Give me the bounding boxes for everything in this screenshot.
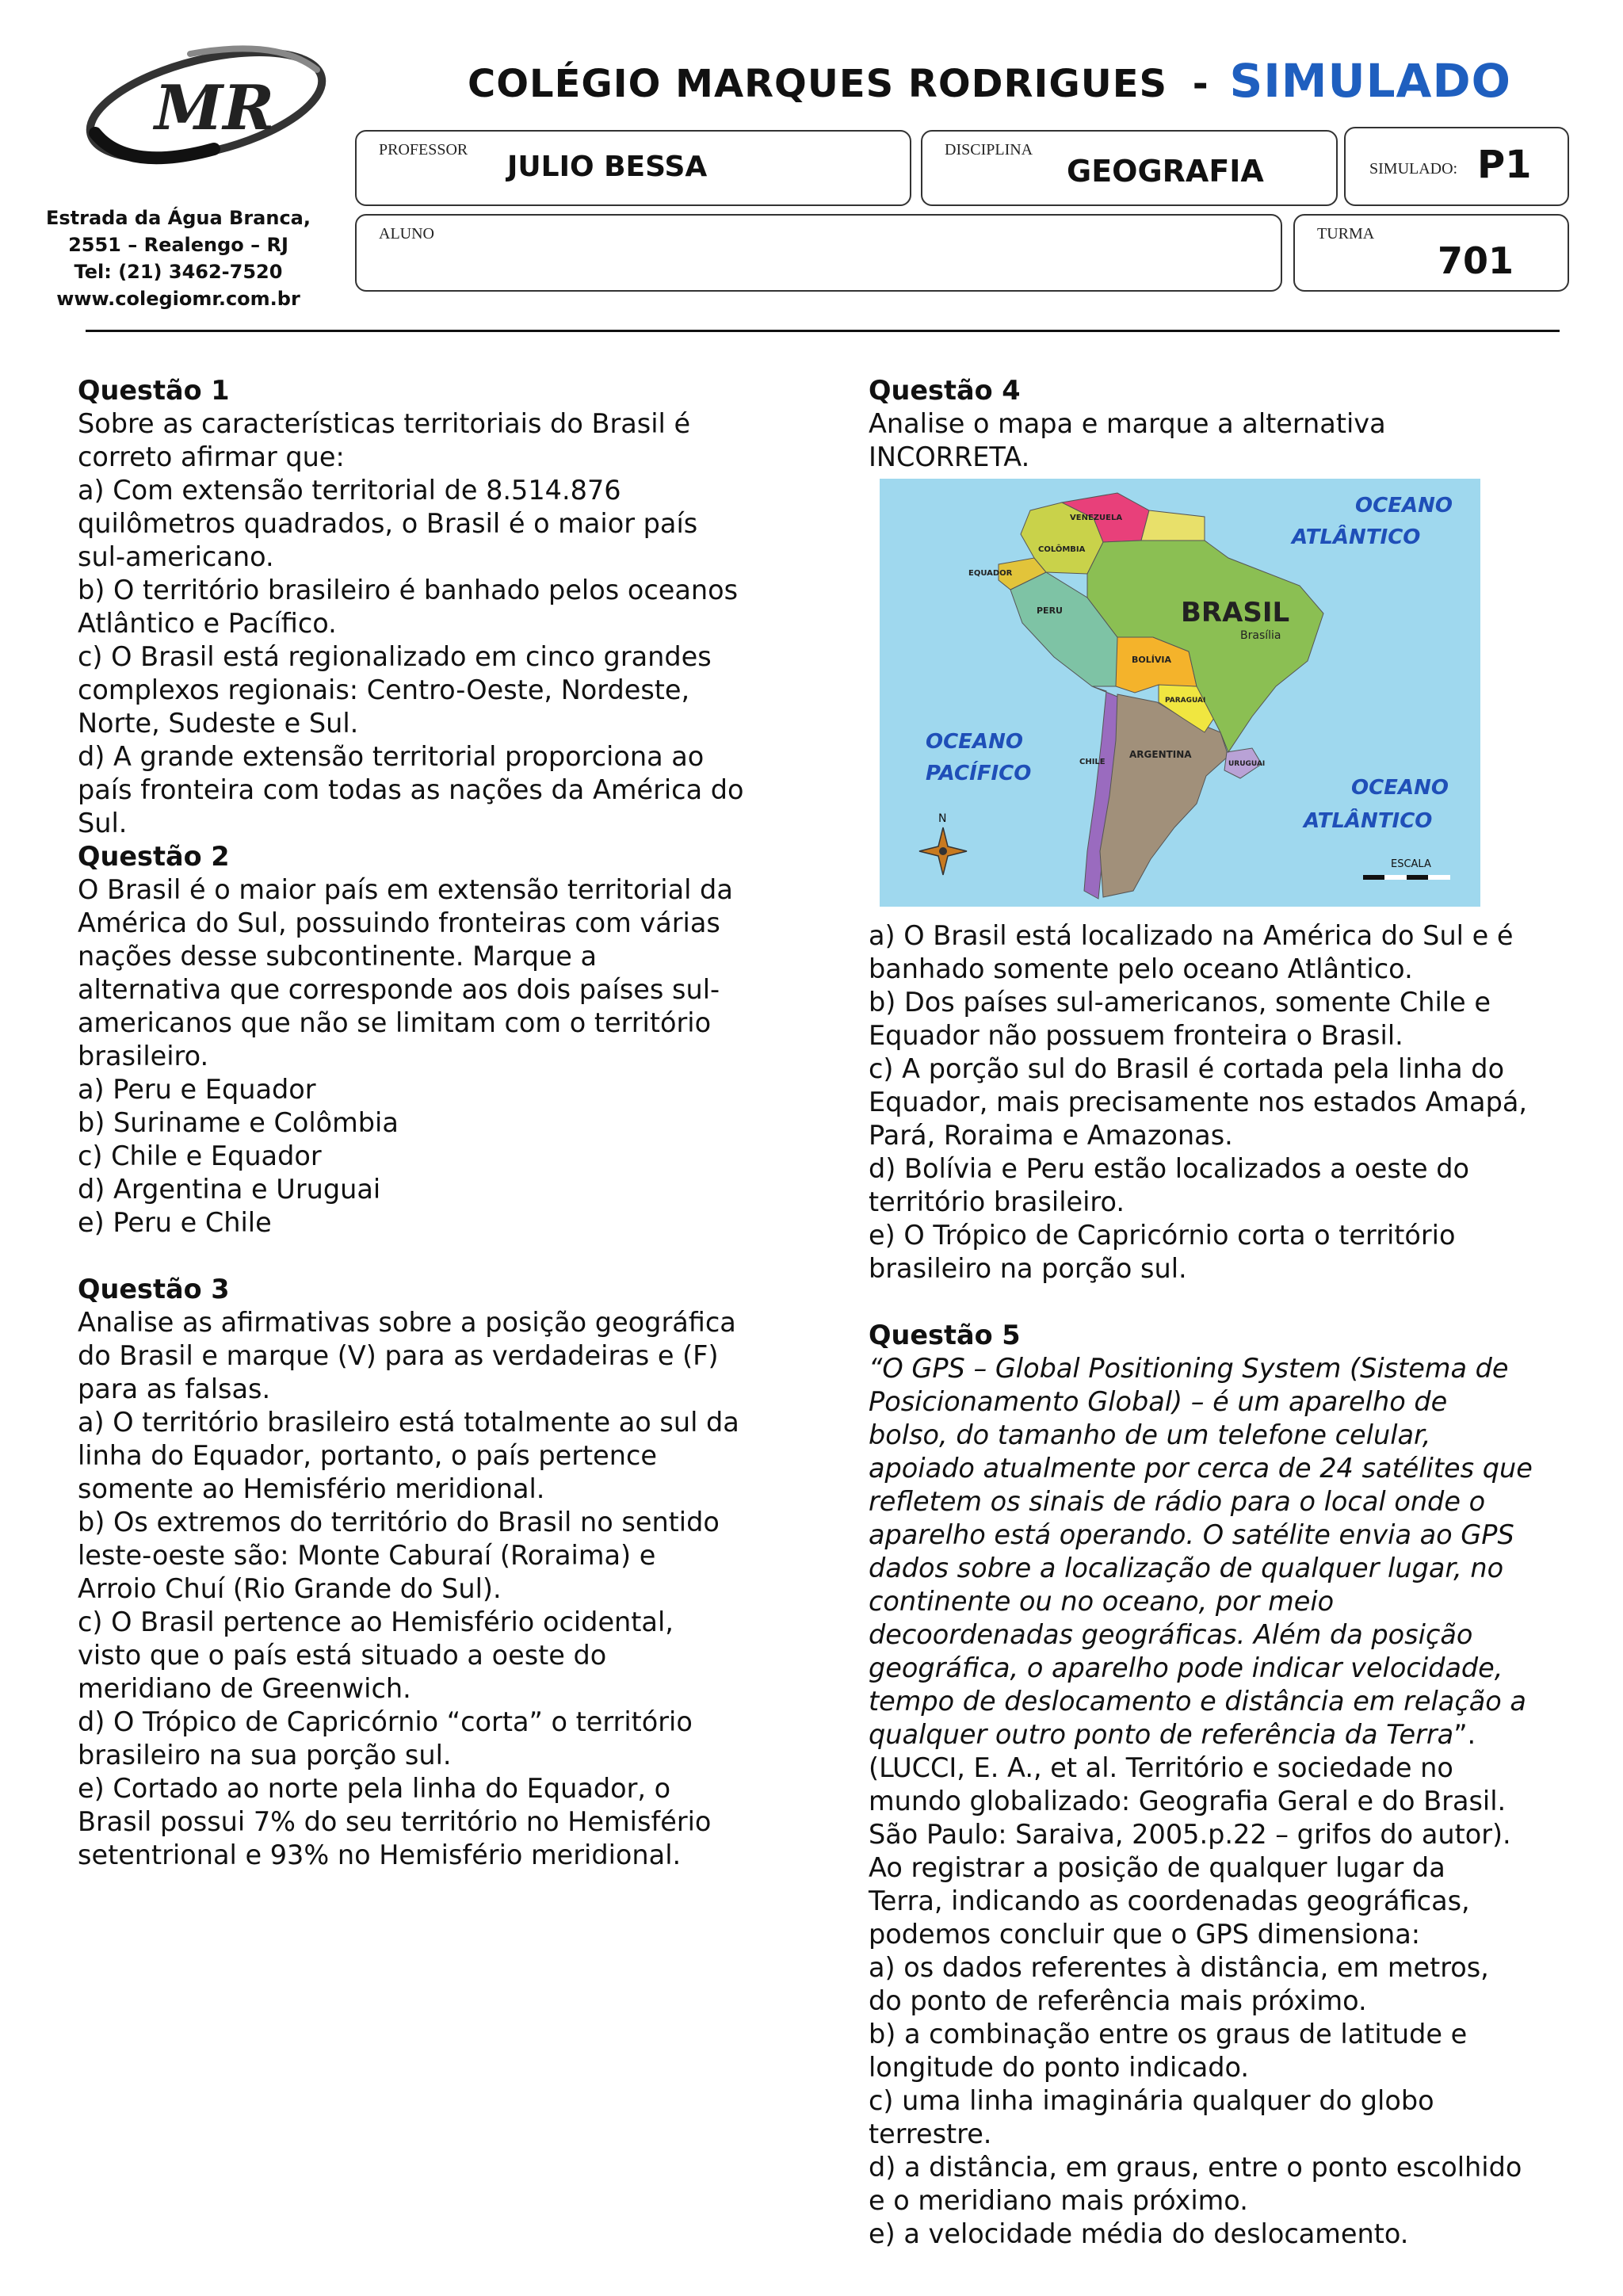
quote-line: “O GPS – Global Positioning System (Sistema de (869, 1353, 1509, 1384)
quote-line: tempo de deslocamento e distância em relação a (869, 1686, 1526, 1717)
country-label-peru: PERU (1037, 606, 1063, 616)
exam-type: SIMULADO (1229, 54, 1511, 108)
school-name: COLÉGIO MARQUES RODRIGUES (468, 62, 1168, 106)
simulado-value: P1 (1477, 143, 1532, 187)
text-line: terrestre. (869, 2118, 992, 2149)
text-line: americanos que não se limitam com o território (78, 1007, 712, 1038)
country-label-colombia: COLÔMBIA (1038, 545, 1086, 554)
text-line: e) O Trópico de Capricórnio corta o território (869, 1220, 1456, 1251)
text-line: e) Peru e Chile (78, 1207, 272, 1238)
text-line: d) Bolívia e Peru estão localizados a oeste do (869, 1153, 1470, 1184)
text-line: alternativa que corresponde aos dois países sul- (78, 974, 720, 1005)
quote-line: qualquer outro ponto de referência da Terra (869, 1719, 1454, 1750)
text-line: nações desse subcontinente. Marque a (78, 941, 597, 972)
question-5-title: Questão 5 (869, 1320, 1021, 1350)
quote-line: refletem os sinais de rádio para o local onde o (869, 1486, 1486, 1517)
header-divider (86, 330, 1560, 332)
quote-end: ”. (1453, 1719, 1476, 1750)
text-line: b) Os extremos do território do Brasil no sentido (78, 1507, 720, 1538)
professor-label: PROFESSOR (379, 141, 468, 159)
south-america-map (880, 479, 1480, 907)
spacer (78, 1240, 791, 1273)
spacer (869, 1286, 1598, 1319)
text-line: território brasileiro. (869, 1186, 1125, 1217)
turma-label: TURMA (1317, 225, 1375, 243)
text-line: c) O Brasil está regionalizado em cinco grandes (78, 641, 712, 672)
question-3-title: Questão 3 (78, 1274, 230, 1305)
text-line: (LUCCI, E. A., et al. Território e sociedade no (869, 1752, 1453, 1783)
ocean-label: OCEANO (1355, 494, 1453, 518)
ocean-label: PACÍFICO (926, 762, 1032, 785)
country-label-equador: EQUADOR (968, 569, 1013, 578)
text-line: do Brasil e marque (V) para as verdadeiras e (F) (78, 1340, 719, 1371)
text-line: Terra, indicando as coordenadas geográficas, (869, 1885, 1470, 1916)
text-line: América do Sul, possuindo fronteiras com várias (78, 907, 720, 938)
school-address (32, 204, 325, 312)
text-line: longitude do ponto indicado. (869, 2052, 1250, 2083)
text-line: quilômetros quadrados, o Brasil é o maior país (78, 508, 698, 539)
text-line: b) a combinação entre os graus de latitude e (869, 2019, 1468, 2050)
text-line: a) O território brasileiro está totalmente ao sul da (78, 1407, 739, 1438)
text-line: país fronteira com todas as nações da América do (78, 774, 744, 805)
text-line: c) A porção sul do Brasil é cortada pela linha do (869, 1053, 1505, 1084)
left-column (78, 374, 791, 1872)
address-line: Tel: (21) 3462-7520 (74, 261, 283, 283)
text-line: c) Chile e Equador (78, 1140, 322, 1171)
text-line: do ponto de referência mais próximo. (869, 1985, 1367, 2016)
text-line: O Brasil é o maior país em extensão territorial da (78, 874, 733, 905)
text-line: Brasil possui 7% do seu território no Hemisfério (78, 1806, 712, 1837)
question-5-body (869, 1752, 1598, 2251)
text-line: setentrional e 93% no Hemisfério meridional. (78, 1839, 682, 1870)
quote-line: apoiado atualmente por cerca de 24 satélites que (869, 1453, 1533, 1484)
scale-label: ESCALA (1391, 858, 1431, 870)
text-line: brasileiro na sua porção sul. (78, 1740, 452, 1771)
text-line: d) A grande extensão territorial proporciona ao (78, 741, 705, 772)
question-1-title: Questão 1 (78, 375, 230, 406)
question-3-body (78, 1306, 791, 1872)
text-line: complexos regionais: Centro-Oeste, Nordeste, (78, 674, 690, 705)
address-line: Estrada da Água Branca, (46, 207, 311, 229)
text-line: a) Peru e Equador (78, 1074, 316, 1105)
text-line: mundo globalizado: Geografia Geral e do Brasil. (869, 1786, 1507, 1817)
text-line: c) O Brasil pertence ao Hemisfério ocidental, (78, 1606, 674, 1637)
text-line: Pará, Roraima e Amazonas. (869, 1120, 1233, 1151)
text-line: somente ao Hemisfério meridional. (78, 1473, 545, 1504)
text-line: d) Argentina e Uruguai (78, 1174, 381, 1205)
text-line: Equador, mais precisamente nos estados Amapá, (869, 1087, 1528, 1117)
text-line: Analise as afirmativas sobre a posição geográfica (78, 1307, 736, 1338)
quote-line: continente ou no oceano, por meio (869, 1586, 1335, 1617)
ocean-label: OCEANO (1351, 776, 1449, 800)
ocean-label: ATLÂNTICO (1292, 525, 1421, 549)
quote-line: Posicionamento Global) – é um aparelho de (869, 1386, 1448, 1417)
professor-box (355, 130, 911, 206)
quote-line: bolso, do tamanho de um telefone celular, (869, 1419, 1431, 1450)
text-line: INCORRETA. (869, 441, 1030, 472)
country-label-bolivia: BOLÍVIA (1132, 655, 1171, 665)
title-separator: - (1192, 62, 1209, 106)
text-line: Sul. (78, 808, 128, 839)
text-line: linha do Equador, portanto, o país pertence (78, 1440, 658, 1471)
text-line: d) a distância, em graus, entre o ponto escolhido (869, 2152, 1522, 2183)
text-line: e) a velocidade média do deslocamento. (869, 2218, 1409, 2249)
text-line: Arroio Chuí (Rio Grande do Sul). (78, 1573, 502, 1604)
disciplina-value: GEOGRAFIA (1067, 154, 1264, 189)
quote-line: aparelho está operando. O satélite envia ao GPS (869, 1519, 1514, 1550)
text-line: Atlântico e Pacífico. (78, 608, 337, 639)
question-4-header (869, 374, 1598, 474)
logo-text: MR (155, 72, 275, 144)
text-line: Sobre as características territoriais do Brasil é (78, 408, 691, 439)
text-line: visto que o país está situado a oeste do (78, 1640, 607, 1671)
country-label-paraguai: PARAGUAI (1165, 697, 1206, 705)
disciplina-box (921, 130, 1338, 206)
text-line: brasileiro na porção sul. (869, 1253, 1187, 1284)
right-column (869, 919, 1598, 2251)
turma-value: 701 (1438, 239, 1514, 282)
country-label-chile: CHILE (1079, 758, 1106, 766)
text-line: Equador não possuem fronteira o Brasil. (869, 1020, 1403, 1051)
text-line: leste-oeste são: Monte Caburaí (Roraima) e (78, 1540, 656, 1571)
simulado-label: SIMULADO: (1369, 160, 1458, 178)
text-line: meridiano de Greenwich. (78, 1673, 411, 1704)
text-line: São Paulo: Saraiva, 2005.p.22 – grifos do autor). (869, 1819, 1511, 1850)
text-line: e o meridiano mais próximo. (869, 2185, 1248, 2216)
address-line: www.colegiomr.com.br (56, 288, 300, 310)
aluno-box[interactable] (355, 214, 1282, 292)
text-line: a) Com extensão territorial de 8.514.876 (78, 475, 621, 506)
aluno-label: ALUNO (379, 225, 434, 243)
turma-box (1293, 214, 1569, 292)
text-line: b) O território brasileiro é banhado pelos oceanos (78, 575, 739, 606)
question-2-body (78, 873, 791, 1240)
text-line: a) os dados referentes à distância, em metros, (869, 1952, 1489, 1983)
text-line: b) Dos países sul-americanos, somente Chile e (869, 987, 1491, 1018)
question-1-body (78, 407, 791, 840)
question-2-title: Questão 2 (78, 841, 230, 872)
text-line: c) uma linha imaginária qualquer do globo (869, 2085, 1434, 2116)
quote-line: decoordenadas geográficas. Além da posição (869, 1619, 1473, 1650)
text-line: Analise o mapa e marque a alternativa (869, 408, 1386, 439)
ocean-label: ATLÂNTICO (1304, 809, 1433, 833)
text-line: brasileiro. (78, 1041, 209, 1072)
country-label-uruguai: URUGUAI (1228, 760, 1266, 768)
school-logo (79, 38, 333, 173)
text-line: podemos concluir que o GPS dimensiona: (869, 1919, 1421, 1950)
question-4-options (869, 919, 1598, 1286)
text-line: d) O Trópico de Capricórnio “corta” o território (78, 1706, 693, 1737)
text-line: banhado somente pelo oceano Atlântico. (869, 953, 1413, 984)
text-line: Norte, Sudeste e Sul. (78, 708, 359, 739)
address-line: 2551 – Realengo – RJ (68, 234, 288, 256)
city-label-brasilia: Brasília (1240, 629, 1281, 642)
disciplina-label: DISCIPLINA (945, 141, 1033, 159)
ocean-label: OCEANO (926, 730, 1023, 754)
scale-bar (1363, 875, 1450, 880)
quote-line: dados sobre a localização de qualquer lugar, no (869, 1553, 1504, 1584)
simulado-box (1344, 127, 1569, 206)
text-line: para as falsas. (78, 1373, 271, 1404)
text-line: correto afirmar que: (78, 441, 345, 472)
text-line: b) Suriname e Colômbia (78, 1107, 399, 1138)
question-5-quote (869, 1352, 1598, 1752)
country-label-venezuela: VENEZUELA (1070, 514, 1123, 522)
text-line: e) Cortado ao norte pela linha do Equador, o (78, 1773, 671, 1804)
text-line: a) O Brasil está localizado na América do Sul e é (869, 920, 1514, 951)
text-line: sul-americano. (78, 541, 274, 572)
quote-line: geográfica, o aparelho pode indicar velocidade, (869, 1652, 1503, 1683)
compass-north-label: N (938, 812, 947, 825)
country-label-argentina: ARGENTINA (1129, 749, 1192, 760)
text-line: Ao registrar a posição de qualquer lugar da (869, 1852, 1445, 1883)
question-4-title: Questão 4 (869, 375, 1021, 406)
country-label-brasil: BRASIL (1181, 597, 1290, 628)
school-title (468, 54, 1511, 108)
professor-value: JULIO BESSA (507, 151, 708, 183)
